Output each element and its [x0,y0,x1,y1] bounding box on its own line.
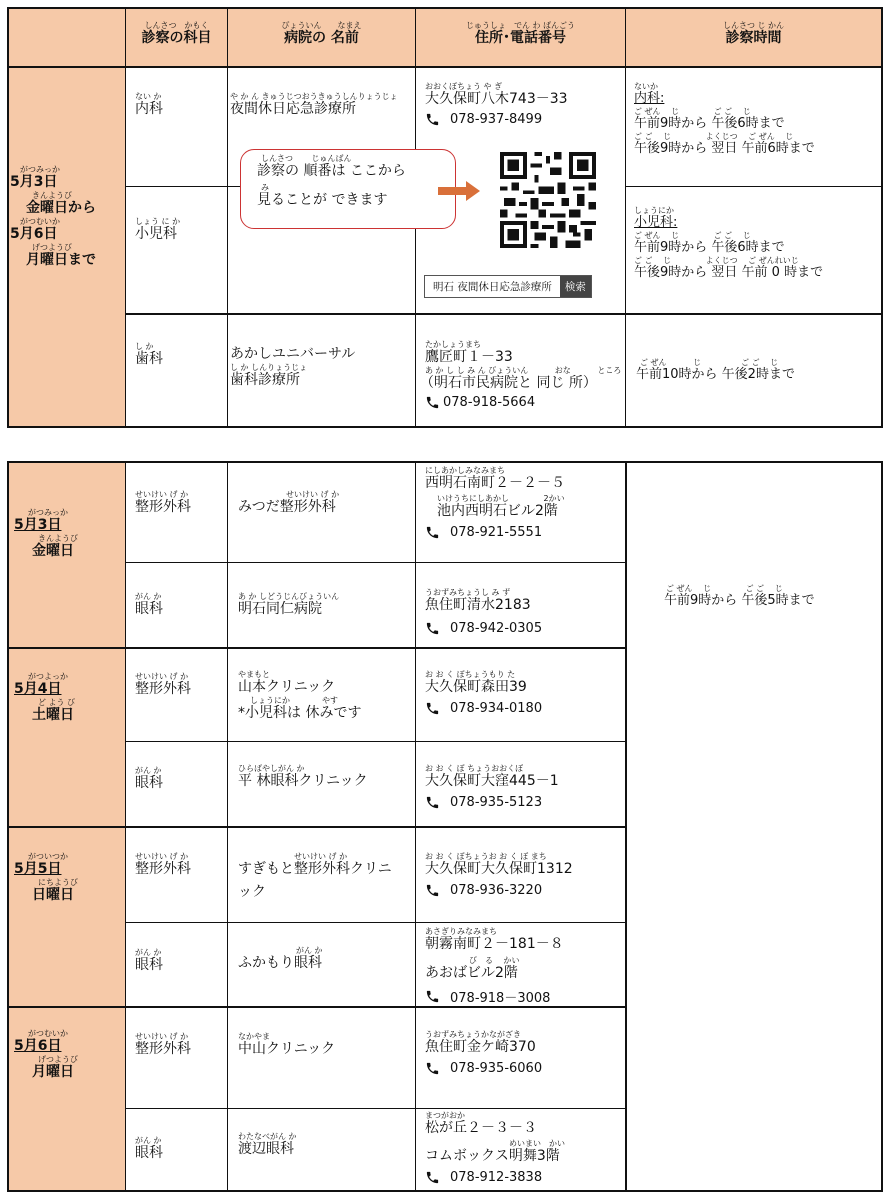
ruby: み [261,183,269,192]
address-yakan [425,82,568,127]
address-ookubo [425,764,559,810]
address-text: 西明石南町２－２－５ [425,475,565,491]
phone-icon [425,1170,440,1185]
day-weekday: 日曜日 [32,887,74,903]
ruby: びょういん なまえ [281,21,362,30]
dept-label: 歯科 [135,351,163,367]
hours-line: 午前9時から 午後5時まで [664,593,815,608]
hours-title: 小児科: [634,215,678,230]
ruby: あさぎりみなみまち [425,927,497,936]
hours-line: 午前10時から 午後2時まで [636,367,795,382]
ruby: や か ん きゅうじつおうきゅうしんりょうじょ [230,92,398,101]
hours-line: 午前9時から 午後6時まで [634,116,785,131]
ruby: お お く ぼちょうもり た [425,670,516,679]
dept-label: 内科 [135,101,163,117]
header-address-label: 住所･電話番号 [475,30,566,46]
hospital-name: 山本クリニック [238,679,336,695]
ruby: がつみっか [28,508,68,517]
hospital-name: 中山クリニック [238,1041,336,1057]
dept-label: 整形外科 [135,1041,191,1057]
grid-line [7,826,626,828]
ruby: がつみっか [20,165,60,174]
day-0505 [14,852,78,904]
ruby: せいけい げ か [286,490,340,499]
day-weekday: 金曜日 [32,543,74,559]
address-text-2: （明石市民病院と 同じ 所） [420,375,597,391]
ruby: ご ぜん じ ご ご じ [634,231,751,240]
dept-label: 小児科 [135,226,177,242]
ruby: せいけい げ か [135,672,189,681]
ruby: ご ご じ よくじつ ご ぜん じ [634,132,794,141]
phone-icon [425,112,440,127]
phone-icon [425,989,440,1004]
address-text-2: コムボックス明舞3階 [425,1148,560,1164]
grid-line [625,7,626,428]
dept-label: 眼科 [135,957,163,973]
ruby: あ か しどうじんびょういん [238,592,340,601]
phone [425,1061,542,1076]
phone [420,395,621,410]
phone-icon [425,795,440,810]
ruby: きんようび [38,534,78,543]
ruby: がつよっか [28,672,68,681]
phone-icon [425,883,440,898]
address-nishiakashi [425,466,565,540]
dept-label: 眼科 [135,1145,163,1161]
grid-line [125,562,626,563]
ruby: ひらばやしがん か [238,764,305,773]
day-date: 5月6日 [14,1038,62,1054]
phone-number: 078-937-8499 [450,112,543,127]
header-hospital [228,21,415,47]
ruby: せいけい げ か [294,852,348,861]
grid-line [7,647,626,649]
address-text: 魚住町金ケ崎370 [425,1039,536,1055]
ruby: ないか [634,82,658,91]
ruby: まつがおか [425,1111,465,1120]
phone [425,621,542,636]
ruby: ご ぜん じ ご ご じ [640,358,779,367]
phone-number: 078-934-0180 [450,701,543,716]
date-start-weekday: 金曜日から [26,200,96,216]
ruby: がん か [135,1136,162,1145]
hospital-name: 平 林眼科クリニック [238,773,368,789]
dept-orthopedics [135,1032,191,1058]
hospital-name: 渡辺眼科 [238,1141,294,1157]
day-0506 [14,1029,78,1081]
ruby: せいけい げ か [135,490,189,499]
phone [425,883,573,898]
ruby: ない か [135,92,162,101]
ruby: がん か [135,948,162,957]
grid-line [7,7,883,9]
hours-line: 午後9時から 翌日 午前6時まで [634,141,815,156]
day-0503 [14,508,78,560]
phone [425,525,565,540]
ruby: せいけい げ か [135,1032,189,1041]
header-dept [126,21,227,47]
address-text: 朝霧南町２－181－８ [425,936,564,952]
phone [425,701,542,716]
hospital-name: 夜間休日応急診療所 [230,101,356,117]
hospital-sugimoto [238,852,392,901]
dept-ophthalmology [135,766,163,792]
address-matsugaoka [425,1111,565,1185]
hospital-doujin [238,592,339,618]
address-text: 大久保町八木743－33 [425,91,568,107]
dept-orthopedics [135,490,191,516]
ruby: げつようび [32,243,72,252]
address-text: 大久保町大窪445－1 [425,773,559,789]
ruby: にしあかしみなみまち [425,466,505,475]
qr-code-icon [500,152,596,248]
ruby: お お く ぼちょうお お く ぼ まち [425,852,547,861]
grid-line [7,426,883,428]
grid-line [881,461,883,1192]
phone-number: 078-936-3220 [450,883,543,898]
phone-number: 078-935-5123 [450,795,543,810]
address-ookubo-machi [425,852,573,898]
hours-internal [634,82,815,157]
hospital-nakayama [238,1032,335,1058]
ruby: がん か [296,946,323,955]
hospital-fukamori [238,946,323,972]
day-weekday: 月曜日 [32,1064,74,1080]
address-text-2: 池内西明石ビル2階 [437,503,558,519]
hospital-yakan [230,92,398,118]
hospital-name: みつだ整形外科 [238,499,336,515]
ruby: し か [135,342,154,351]
top-date-range [10,165,122,269]
date-end: 5月6日 [10,226,58,242]
ruby: たかしょうまち [425,340,481,349]
hours-line: 午前9時から 午後6時まで [634,240,785,255]
hospital-name: すぎもと整形外科クリニ [238,861,392,877]
hours-line: 午後9時から 翌日 午前 0 時まで [634,265,824,280]
grid-line [7,1006,626,1008]
grid-line [881,7,883,428]
hours-title: 内科: [634,91,665,106]
callout-box [240,149,456,229]
ruby: お お く ぼ ちょうおおくぼ [425,764,524,773]
ruby: しんさつ じ かん [722,21,785,30]
address-text: 魚住町清水2183 [425,597,531,613]
hospital-name: あかしユニバーサル [230,346,356,362]
phone [425,987,564,1006]
header-hours-label: 診察時間 [725,30,782,46]
phone [425,1170,565,1185]
dept-orthopedics [135,672,191,698]
phone-number: 078-918-5664 [443,395,536,410]
dept-label: 整形外科 [135,861,191,877]
phone-number: 078-918－3008 [450,991,551,1006]
shared-hours [664,584,815,609]
header-address [416,21,625,47]
phone [425,112,568,127]
day-weekday: 土曜日 [32,707,74,723]
dept-pediatric [135,217,180,243]
ruby: ご ぜん じ ご ご じ [666,584,783,593]
grid-line [125,1108,626,1109]
hours-dental [636,358,795,383]
ruby: しょうにか やす [250,696,338,705]
callout-line2: 見ることが できます [257,192,388,208]
grid-line [125,7,126,428]
phone-icon [425,525,440,540]
ruby: やまもと [238,670,270,679]
ruby: あ か し し み ん びょういん おな ところ [425,366,622,375]
ruby: ど よう び [38,698,76,707]
hours-pediatric [634,206,823,281]
dept-label: 眼科 [135,601,163,617]
search-button[interactable]: 検索 [560,276,591,297]
header-hours [626,21,881,47]
ruby: しんさつ かもく [144,21,209,30]
grid-line [7,1190,883,1192]
grid-line [125,313,883,315]
phone-icon [425,395,440,410]
ruby: がつむいか [28,1029,68,1038]
ruby: いけうちにしあかし 2かい [437,494,565,503]
dept-label: 整形外科 [135,499,191,515]
search-query: 明石 夜間休日応急診療所 [433,281,552,293]
grid-line [125,922,626,923]
ruby: げつようび [38,1055,78,1064]
address-text: 鷹匠町１－33 [425,349,513,365]
phone-icon [425,1061,440,1076]
ruby: にちようび [38,878,78,887]
hospital-yamamoto [238,670,361,722]
address-asagiri [425,927,564,1006]
dept-label: 整形外科 [135,681,191,697]
address-text: 大久保町森田39 [425,679,527,695]
ruby: しんさつ じゅんばん [261,154,352,163]
ruby: きんようび [32,191,72,200]
ruby: なかやま [238,1032,270,1041]
hospital-note: *小児科は 休みです [238,705,362,721]
hospital-name: 明石同仁病院 [238,601,322,617]
dept-ophthalmology [135,948,163,974]
ruby: がん か [135,592,162,601]
dept-orthopedics [135,852,191,878]
hospital-name-2: 歯科診療所 [230,372,300,388]
date-end-weekday: 月曜日まで [26,252,96,268]
address-text-2: あおばビル2階 [425,965,518,981]
ruby: めいまい かい [509,1139,565,1148]
day-date: 5月5日 [14,861,62,877]
search-box[interactable] [424,275,592,298]
address-text: 大久保町大久保町1312 [425,861,573,877]
ruby: うおずみちょうし み ず [425,588,511,597]
arrow-right-icon [438,180,480,202]
ruby: し か しんりょうじょ [230,363,308,372]
ruby: うおずみちょうかながざき [425,1030,521,1039]
ruby: がついつか [28,852,68,861]
day-date: 5月3日 [14,517,62,533]
ruby: がつむいか [20,217,60,226]
ruby: せいけい げ か [135,852,189,861]
dept-ophthalmology [135,1136,163,1162]
ruby: わたなべがん か [238,1132,297,1141]
header-hospital-label: 病院の 名前 [284,30,359,46]
grid-line [625,186,883,187]
ruby: しょうにか [634,206,674,215]
address-dental [420,340,621,410]
grid-line [125,741,626,742]
grid-line [7,7,9,428]
phone-number: 078-912-3838 [450,1170,543,1185]
dept-internal [135,92,163,118]
day-date: 5月4日 [14,681,62,697]
ruby: じゅうしょ でん わ ばんごう [465,21,576,30]
phone-number: 078-942-0305 [450,621,543,636]
address-uozumi-shimizu [425,588,542,636]
callout-line1: 診察の 順番は ここから [257,163,406,179]
header-dept-label: 診察の科目 [141,30,212,46]
phone [425,795,559,810]
hospital-hirabayashi [238,764,368,790]
dept-dental [135,342,163,368]
dept-label: 眼科 [135,775,163,791]
ruby: ご ぜん じ ご ご じ [634,107,751,116]
grid-line [7,66,883,68]
date-start: 5月3日 [10,174,58,190]
hospital-akashi-universal [230,346,355,389]
hospital-name: ふかもり眼科 [238,955,322,971]
ruby: おおくぼちょう や ぎ [425,82,503,91]
address-text: 松が丘２－３－３ [425,1120,537,1136]
day-0504 [14,672,75,724]
phone-icon [425,701,440,716]
grid-line [7,461,883,463]
address-kanegasaki [425,1030,542,1076]
ruby: ご ご じ よくじつ ご ぜんれいじ [634,256,799,265]
hospital-name-2: ック [238,884,266,900]
ruby: しょう に か [135,217,181,226]
ruby: がん か [135,766,162,775]
grid-line [227,7,228,428]
phone-number: 078-921-5551 [450,525,543,540]
hospital-watanabe [238,1132,297,1158]
phone-number: 078-935-6060 [450,1061,543,1076]
ruby: び る かい [469,956,520,965]
hospital-mitsuda [238,490,339,516]
phone-icon [425,621,440,636]
dept-ophthalmology [135,592,163,618]
address-morita [425,670,542,716]
